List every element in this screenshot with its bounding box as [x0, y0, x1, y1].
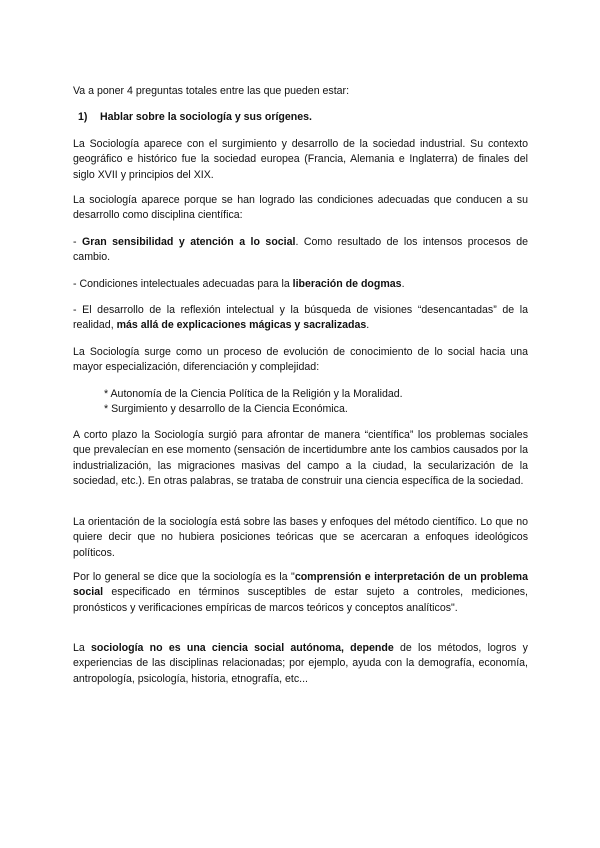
- condition-sensitivity: [73, 235, 528, 266]
- paragraph-evolution: La Sociología surge como un proceso de evolución de conocimiento de lo social hacia una mayor especialización, diferenciación y complejidad:: [73, 346, 528, 374]
- condition-bold: liberación de dogmas: [292, 278, 402, 290]
- paragraph-short-term: A corto plazo la Sociología surgió para afrontar de manera “científica” los problemas sociales que prevalecían en ese momento (sensación de incertidumbre ante los cambios causados por la industrialización, las migraciones masivas del campo a la ciudad, la secularización de la sociedad, etc.). En otras palabras, se trataba de construir una ciencia específica de la sociedad.: [73, 429, 528, 488]
- condition-intellectual: [73, 277, 528, 292]
- heading-number: 1): [78, 111, 88, 123]
- condition-prefix: - Condiciones intelectuales adecuadas para la: [73, 278, 293, 290]
- bullet-item: * Surgimiento y desarrollo de la Ciencia Económica.: [104, 403, 348, 415]
- condition-bold: más allá de explicaciones mágicas y sacralizadas: [116, 319, 367, 332]
- condition-reflection: [73, 303, 528, 334]
- paragraph-autonomy: [73, 641, 528, 687]
- definition-bold: comprensión e interpretación de un problema social: [73, 571, 528, 599]
- autonomy-rest: de los métodos, logros y experiencias de las disciplinas relacionadas; por ejemplo, ayuda con la demografía, economía, antropología, psicología, historia, etnografía, etc...: [73, 642, 528, 685]
- heading-text: Hablar sobre la sociología y sus orígenes.: [100, 111, 312, 123]
- autonomy-bold: sociología no es una ciencia social autónoma, depende: [91, 642, 394, 654]
- paragraph-origin: La Sociología aparece con el surgimiento y desarrollo de la sociedad industrial. Su contexto geográfico e histórico fue la sociedad europea (Francia, Alemania e Inglaterra) de finales del siglo XVII y principios del XIX.: [73, 138, 528, 181]
- condition-rest: .: [401, 278, 405, 290]
- definition-prefix: Por lo general se dice que la sociología es la ": [73, 571, 295, 583]
- bullet-item: * Autonomía de la Ciencia Política de la Religión y la Moralidad.: [104, 388, 403, 400]
- paragraph-orientation: La orientación de la sociología está sobre las bases y enfoques del método científico. Lo que no quiere decir que no hubiera posiciones teóricas que se acercaran a enfoques ideológicos políticos.: [73, 516, 528, 559]
- condition-bold: Gran sensibilidad y atención a lo social: [81, 236, 296, 248]
- condition-prefix: - El desarrollo de la reflexión intelectual y la búsqueda de visiones “desencantadas” de la realidad,: [73, 304, 528, 332]
- condition-rest: . Como resultado de los intensos procesos de cambio.: [73, 236, 528, 264]
- condition-rest: .: [366, 319, 370, 332]
- paragraph-definition: [73, 570, 528, 616]
- intro-text: Va a poner 4 preguntas totales entre las que pueden estar:: [73, 85, 350, 97]
- autonomy-prefix: La: [73, 642, 92, 654]
- condition-prefix: -: [73, 236, 82, 248]
- section-heading: [78, 110, 533, 125]
- paragraph-conditions: La sociología aparece porque se han logrado las condiciones adecuadas que conducen a su desarrollo como disciplina científica:: [73, 194, 528, 222]
- definition-rest: especificado en términos susceptibles de estar sujeto a controles, mediciones, pronósticos y verificaciones empíricas de marcos teóricos y conceptos analíticos".: [73, 586, 528, 614]
